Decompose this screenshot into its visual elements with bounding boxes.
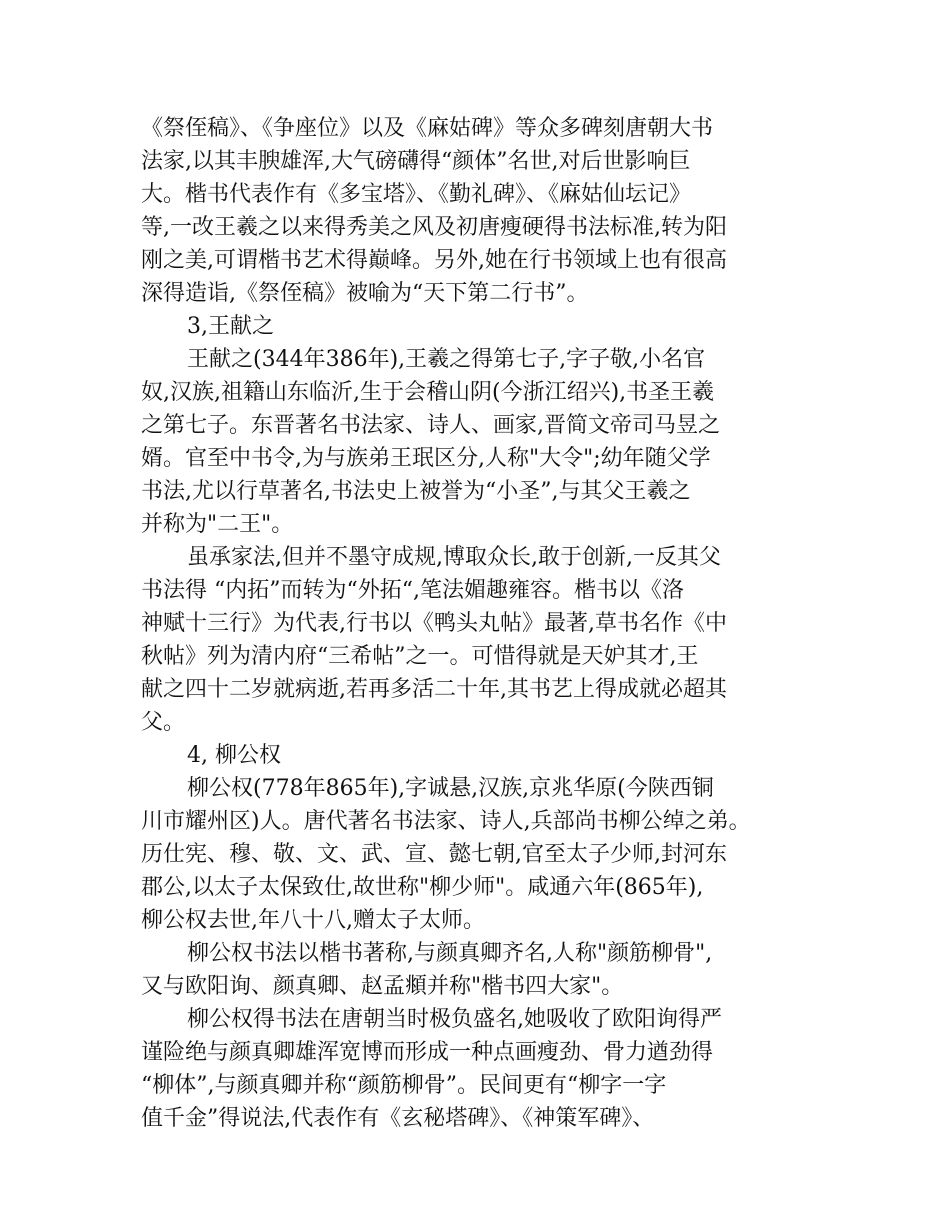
text-line: 值千金”得说法,代表作有《玄秘塔碑》、《神策军碑》、 [141,1106,655,1131]
paragraph-start: 柳公权(778年865年),字诚悬,汉族,京兆华原(今陕西铜 [187,776,714,801]
text-line: 大。楷书代表作有《多宝塔》、《勤礼碑》、《麻姑仙坛记》 [141,182,692,207]
paragraph-start: 柳公权得书法在唐朝当时极负盛名,她吸收了欧阳询得严 [187,1007,722,1032]
section-heading: 4, 柳公权 [187,743,281,768]
text-line: 又与欧阳询、颜真卿、赵孟頫并称"楷书四大家"。 [141,974,624,999]
section-heading: 3,王献之 [187,314,274,339]
text-line: 郡公,以太子太保致仕,故世称"柳少师"。咸通六年(865年), [141,875,704,900]
text-line: 刚之美,可谓楷书艺术得巅峰。另外,她在行书领域上也有很高 [141,248,727,273]
text-line: 谨险绝与颜真卿雄浑宽博而形成一种点画瘦劲、骨力遒劲得 [141,1040,714,1065]
text-line: 神赋十三行》为代表,行书以《鸭头丸帖》最著,草书名作《中 [141,611,727,636]
text-line: 秋帖》列为清内府“三希帖”之一。可惜得就是天妒其才,王 [141,644,699,669]
text-line: 并称为"二王"。 [141,512,294,537]
text-line: 深得造诣,《祭侄稿》被喻为“天下第二行书”。 [141,281,589,306]
text-line: 法家,以其丰腴雄浑,大气磅礴得“颜体”名世,对后世影响巨 [141,149,691,174]
text-line: 历仕宪、穆、敬、文、武、宣、懿七朝,官至太子少师,封河东 [141,842,727,867]
text-line: 等,一改王羲之以来得秀美之风及初唐瘦硬得书法标准,转为阳 [141,215,727,240]
text-line: 川市耀州区)人。唐代著名书法家、诗人,兵部尚书柳公绰之弟。 [141,809,751,834]
text-line: 书法得 “内拓”而转为“外拓“,笔法媚趣雍容。楷书以《洛 [141,578,684,603]
text-line: 之第七子。东晋著名书法家、诗人、画家,晋简文帝司马昱之 [141,413,720,438]
text-line: 书法,尤以行草著名,书法史上被誉为“小圣”,与其父王羲之 [141,479,691,504]
text-line: 《祭侄稿》、《争座位》以及《麻姑碑》等众多碑刻唐朝大书 [141,116,714,141]
paragraph-start: 虽承家法,但并不墨守成规,博取众长,敢于创新,一反其父 [187,545,721,570]
text-line: “柳体”,与颜真卿并称“颜筋柳骨”。民间更有“柳字一字 [141,1073,667,1098]
text-line: 父。 [141,710,186,735]
paragraph-start: 柳公权书法以楷书著称,与颜真卿齐名,人称"颜筋柳骨", [187,941,713,966]
text-line: 奴,汉族,祖籍山东临沂,生于会稽山阴(今浙江绍兴),书圣王羲 [141,380,715,405]
text-line: 献之四十二岁就病逝,若再多活二十年,其书艺上得成就必超其 [141,677,727,702]
paragraph-start: 王献之(344年386年),王羲之得第七子,字子敬,小名官 [187,347,706,372]
text-line: 婿。官至中书令,为与族弟王珉区分,人称"大令";幼年随父学 [141,446,711,471]
text-line: 柳公权去世,年八十八,赠太子太师。 [141,908,485,933]
